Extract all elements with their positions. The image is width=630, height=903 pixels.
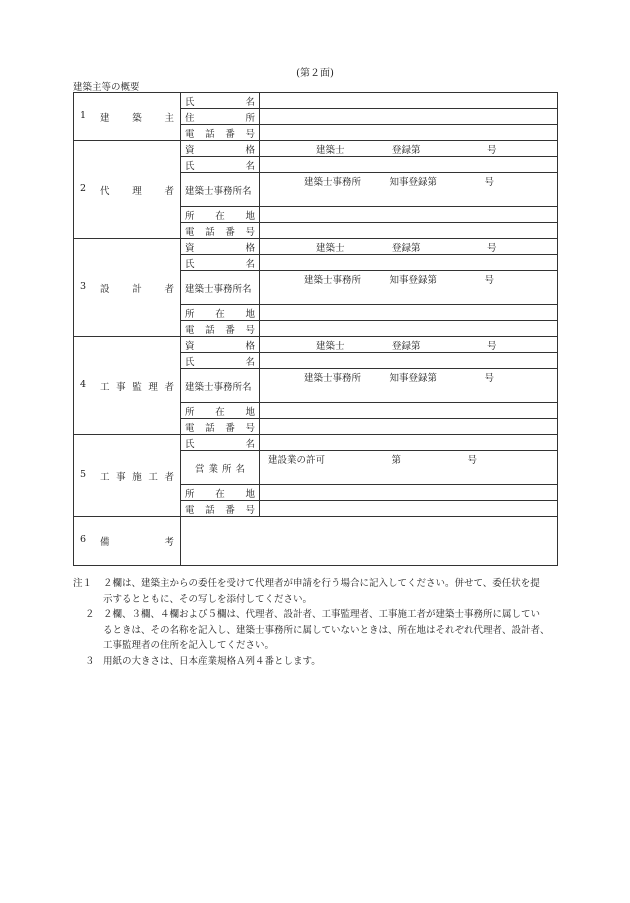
field-value[interactable] (260, 223, 558, 239)
table-row (74, 141, 558, 157)
note-text: ２欄、３欄、４欄および５欄は、代理者、設計者、工事監理者、工事施工者が建築士事務所に属してい (103, 609, 541, 620)
field-value[interactable] (260, 353, 558, 369)
table-row (74, 517, 558, 566)
field-label: 電話番号 (181, 321, 260, 337)
section-label-cell (74, 141, 181, 239)
field-value[interactable]: 建築士 登録第 号 (260, 337, 558, 353)
section-title: 建築主等の概要 (73, 82, 140, 93)
section-name: 設 計 者 (100, 283, 174, 295)
note-line (73, 623, 568, 639)
overview-table (73, 92, 558, 566)
note-text: ２欄は、建築主からの委任を受けて代理者が申請を行う場合に記入してください。併せて、委任状を提 (103, 578, 540, 589)
field-label: 氏 名 (181, 435, 260, 451)
table-row (74, 93, 558, 109)
field-label: 建築士事務所名 (181, 271, 260, 305)
section-name: 建 築 主 (100, 112, 174, 124)
field-value[interactable]: 建築士 登録第 号 (260, 239, 558, 255)
note-label (73, 623, 103, 639)
note-text: るときは、その名称を記入し、建築士事務所に属していないときは、所在地はそれぞれ代理者、設計者、 (103, 624, 550, 636)
field-value[interactable] (260, 501, 558, 517)
note-label (73, 592, 103, 608)
field-label: 氏 名 (181, 93, 260, 109)
section-name: 工事監理者 (100, 381, 174, 393)
section-label-cell (74, 239, 181, 337)
field-value[interactable] (260, 93, 558, 109)
section-number: 4 (80, 378, 87, 390)
field-value[interactable] (260, 125, 558, 141)
note-line (73, 592, 568, 608)
field-label: 住 所 (181, 109, 260, 125)
field-label: 資 格 (181, 141, 260, 157)
note-label (73, 638, 103, 654)
remarks-field[interactable] (181, 517, 558, 566)
section-label-cell (74, 337, 181, 435)
field-label: 建築士事務所名 (181, 369, 260, 403)
field-value[interactable] (260, 157, 558, 173)
note-line (73, 607, 568, 623)
field-value[interactable]: 建設業の許可 第 号 (260, 451, 558, 485)
field-value[interactable]: 建築士事務所 知事登録第 号 (260, 271, 558, 305)
field-label: 電話番号 (181, 419, 260, 435)
field-value[interactable] (260, 419, 558, 435)
table-row (74, 239, 558, 255)
field-label: 資 格 (181, 337, 260, 353)
field-label: 電話番号 (181, 223, 260, 239)
field-label: 建築士事務所名 (181, 173, 260, 207)
section-name: 代 理 者 (100, 185, 174, 197)
field-label: 所在地 (181, 305, 260, 321)
page-heading: (第２面) (296, 68, 334, 79)
field-value[interactable] (260, 255, 558, 271)
field-value[interactable] (260, 485, 558, 501)
section-name: 工事施工者 (100, 471, 174, 483)
field-value[interactable] (260, 403, 558, 419)
section-number: 1 (80, 109, 87, 121)
field-value[interactable]: 建築士事務所 知事登録第 号 (260, 173, 558, 207)
note-text: 工事監理者の住所を記入してください。 (103, 640, 275, 651)
field-label: 氏 名 (181, 353, 260, 369)
section-number: 2 (80, 182, 87, 194)
note-line (73, 576, 568, 592)
field-value[interactable] (260, 207, 558, 223)
section-number: 3 (80, 280, 87, 292)
field-label: 所在地 (181, 485, 260, 501)
field-value[interactable] (260, 435, 558, 451)
field-value[interactable] (260, 305, 558, 321)
field-value[interactable] (260, 321, 558, 337)
section-label-cell (74, 517, 181, 566)
note-text: 用紙の大きさは、日本産業規格Ａ列４番とします。 (103, 655, 321, 667)
field-value[interactable] (260, 109, 558, 125)
section-label-cell (74, 435, 181, 517)
table-row (74, 435, 558, 451)
field-label: 氏 名 (181, 157, 260, 173)
field-label: 資 格 (181, 239, 260, 255)
table-row (74, 337, 558, 353)
section-name: 備 考 (100, 537, 174, 548)
field-value[interactable]: 建築士 登録第 号 (260, 141, 558, 157)
notes (73, 576, 568, 669)
note-label: 注１ (73, 578, 93, 589)
note-line (73, 638, 568, 654)
note-line (73, 654, 568, 670)
field-label: 所在地 (181, 207, 260, 223)
field-label: 所在地 (181, 403, 260, 419)
note-label: ３ (85, 655, 95, 667)
field-label: 氏 名 (181, 255, 260, 271)
field-label: 電話番号 (181, 125, 260, 141)
section-number: 5 (80, 468, 87, 480)
note-text: 示するとともに、その写しを添付してください。 (103, 593, 313, 605)
note-label: ２ (85, 609, 95, 620)
field-label: 電話番号 (181, 501, 260, 517)
section-number: 6 (80, 534, 87, 545)
field-label: 営業所名 (181, 451, 260, 485)
field-value[interactable]: 建築士事務所 知事登録第 号 (260, 369, 558, 403)
section-label-cell (74, 93, 181, 141)
